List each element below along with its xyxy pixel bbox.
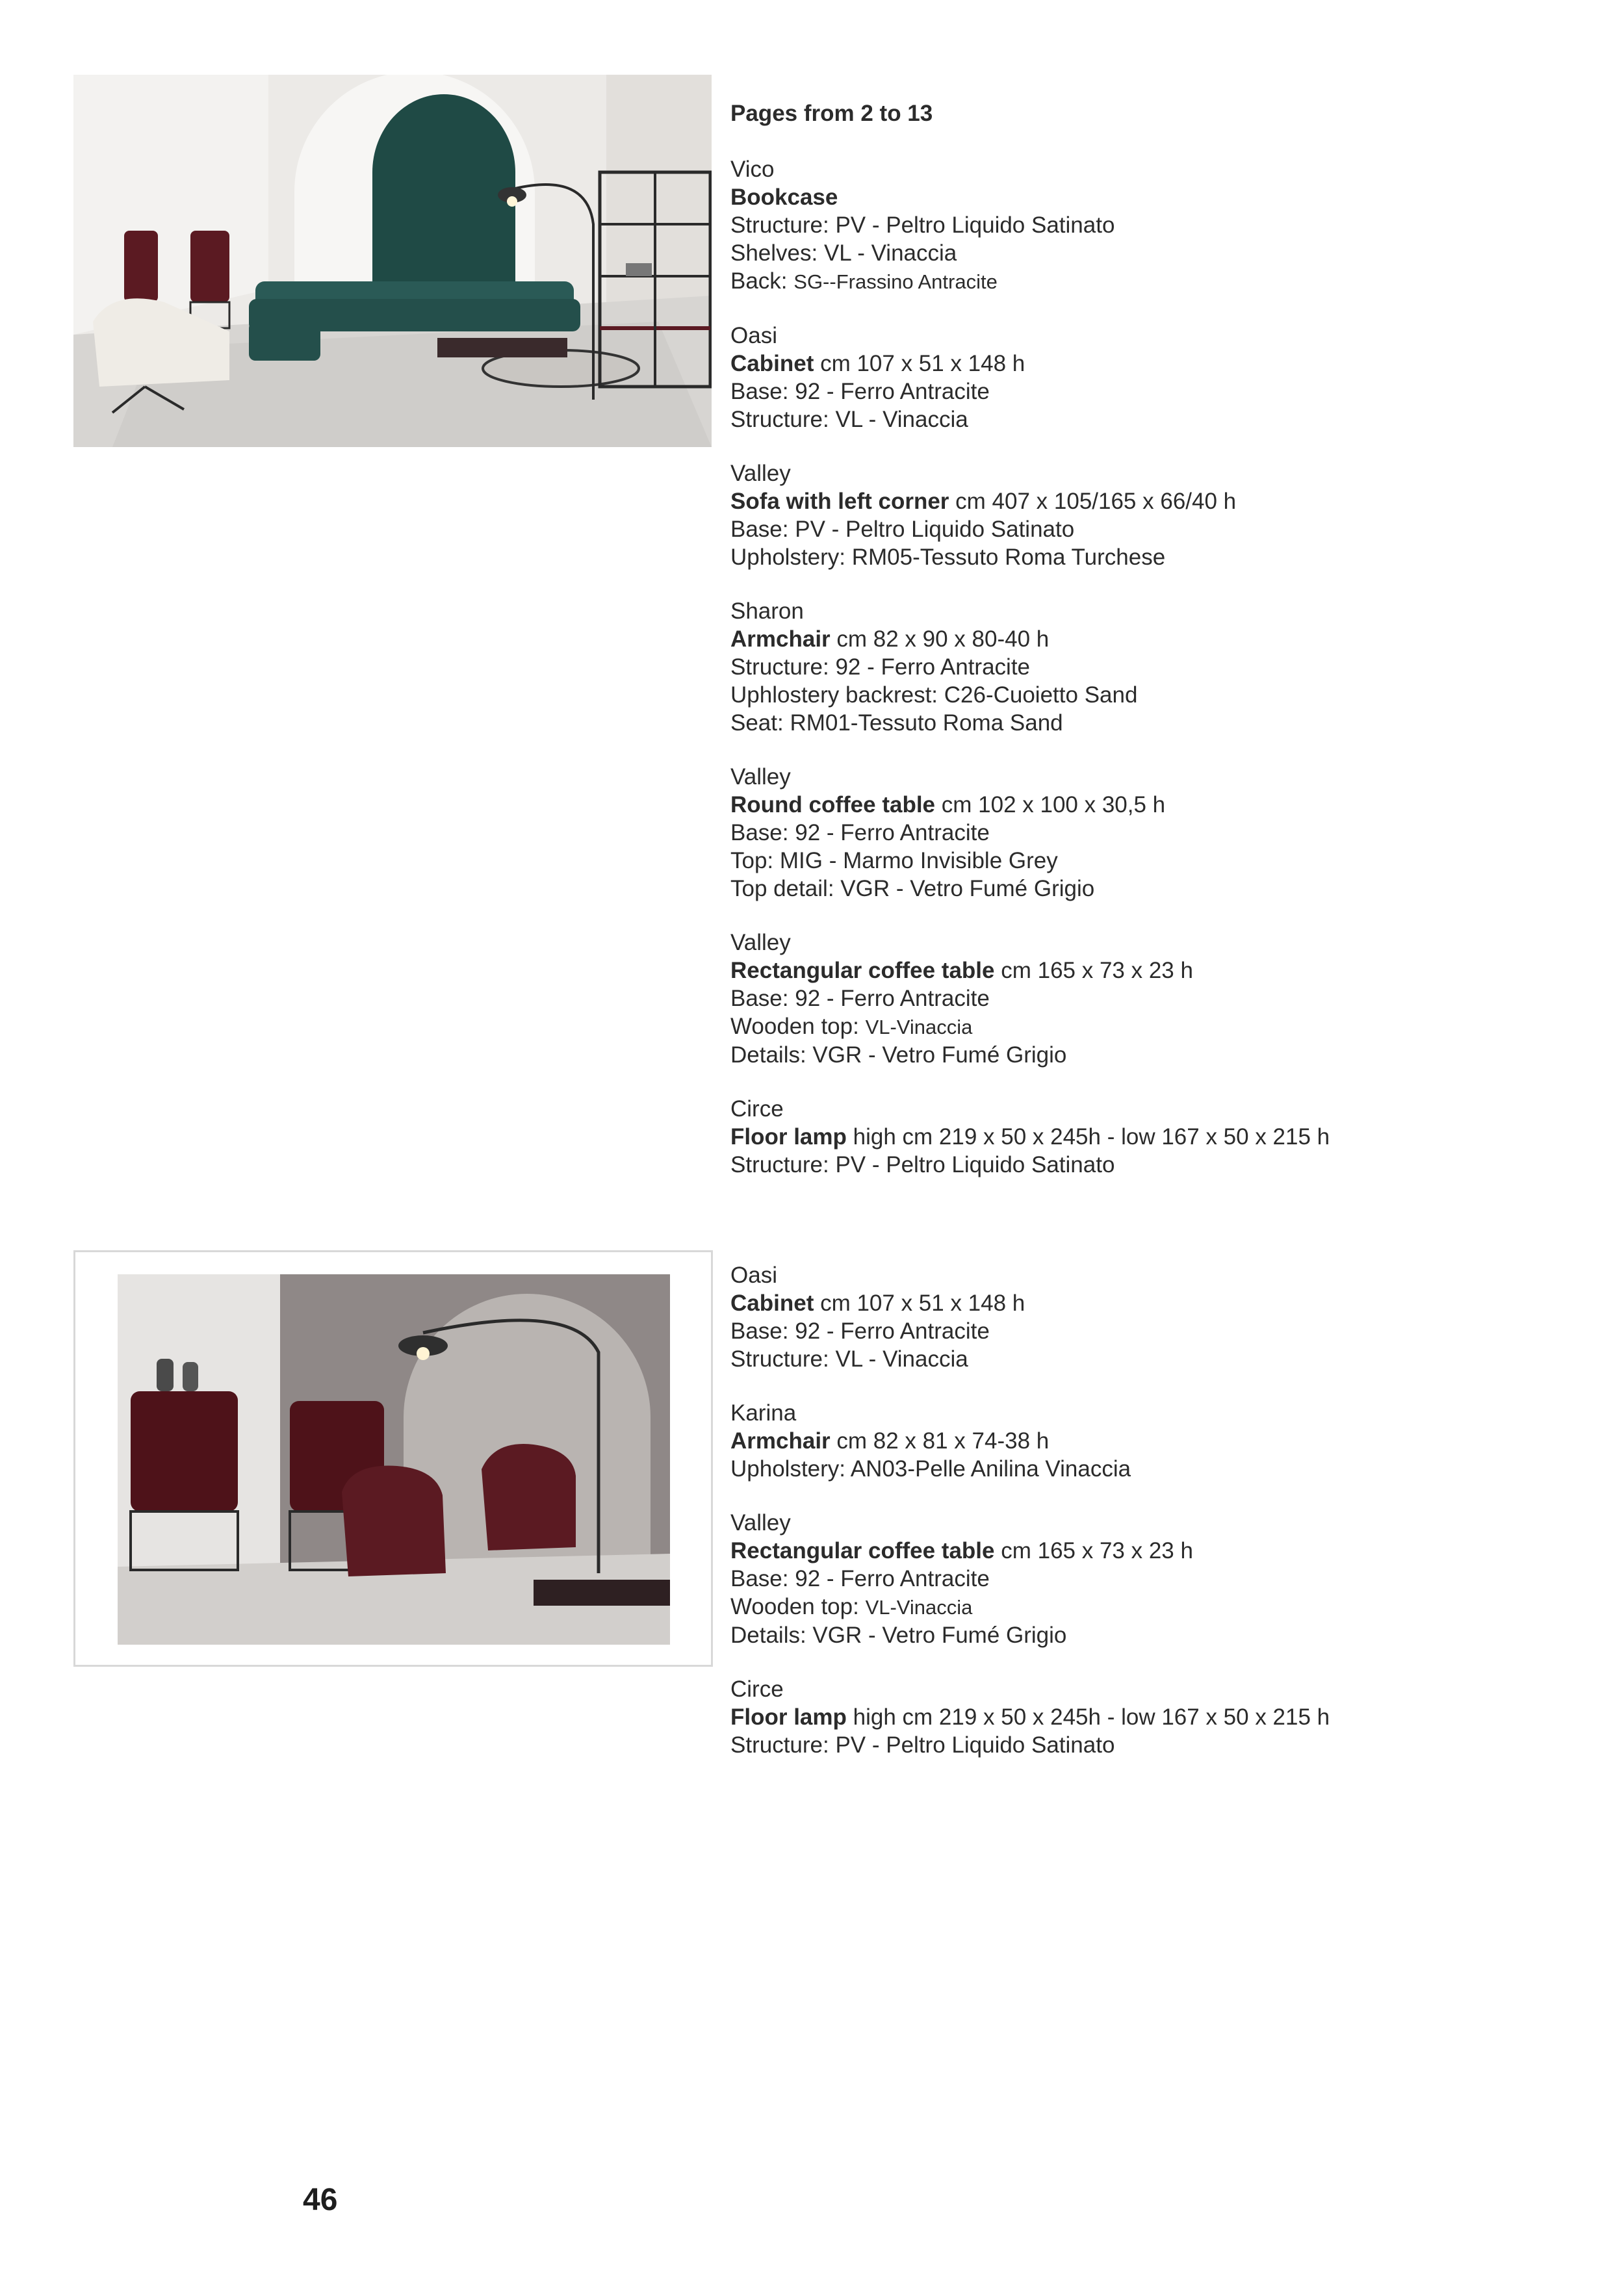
product-name: Rectangular coffee table [730,1538,995,1563]
product-dims: cm 102 x 100 x 30,5 h [935,792,1166,817]
entry-circe-floor-lamp [730,1095,1575,1179]
spec-line: Seat: RM01-Tessuto Roma Sand [730,710,1063,736]
spec-label: Wooden top: [730,1014,866,1039]
brand-name: Circe [730,1096,784,1122]
spec-line: Upholstery: AN03-Pelle Anilina Vinaccia [730,1456,1131,1482]
brand-name: Circe [730,1677,784,1702]
product-name: Armchair [730,626,831,652]
product-line [730,487,1575,515]
cabinet-armchair-illustration [118,1274,670,1645]
product-dims: cm 107 x 51 x 148 h [814,1291,1025,1316]
spec-value: VL-Vinaccia [865,1016,973,1038]
brand-name: Valley [730,461,791,486]
photo-frame [73,1250,713,1667]
spec-line: Structure: VL - Vinaccia [730,1346,968,1372]
spec-line: Structure: 92 - Ferro Antracite [730,654,1031,680]
brand-name: Valley [730,1510,791,1536]
product-dims: high cm 219 x 50 x 245h - low 167 x 50 x 215 h [846,1704,1330,1730]
spec-value: VL-Vinaccia [865,1596,973,1619]
product-name: Cabinet [730,1291,814,1316]
spec-line: Base: 92 - Ferro Antracite [730,820,990,845]
product-dims: cm 165 x 73 x 23 h [994,1538,1193,1563]
brand-name: Karina [730,1400,797,1426]
spec-line: Structure: VL - Vinaccia [730,407,968,432]
spec-line: Shelves: VL - Vinaccia [730,240,957,266]
product-name: Floor lamp [730,1704,847,1730]
product-dims: cm 107 x 51 x 148 h [814,351,1025,376]
product-name: Cabinet [730,351,814,376]
product-name: Bookcase [730,185,838,210]
spec-line: Details: VGR - Vetro Fumé Grigio [730,1623,1067,1648]
page-heading: Pages from 2 to 13 [730,101,933,126]
product-list-1 [730,77,1575,1205]
entry-sharon-armchair [730,597,1575,737]
spec-line: Structure: PV - Peltro Liquido Satinato [730,212,1115,238]
brand-name: Oasi [730,1263,777,1288]
entry-oasi-cabinet [730,322,1575,433]
product-line [730,957,1575,984]
brand-name: Sharon [730,598,804,624]
entry-circe-floor-lamp [730,1675,1575,1759]
spec-line: Base: 92 - Ferro Antracite [730,1566,990,1591]
product-line [730,1537,1575,1565]
product-dims: cm 82 x 90 x 80-40 h [830,626,1050,652]
product-line [730,1703,1575,1731]
product-line [730,1289,1575,1317]
spec-line: Upholstery: RM05-Tessuto Roma Turchese [730,545,1166,570]
entry-valley-rect-table [730,929,1575,1069]
spec-line [730,1012,1575,1041]
spec-line: Base: 92 - Ferro Antracite [730,379,990,404]
entry-vico-bookcase [730,155,1575,296]
page-number: 46 [303,2183,338,2217]
product-dims: cm 165 x 73 x 23 h [994,958,1193,983]
spec-line: Base: 92 - Ferro Antracite [730,986,990,1011]
product-name: Rectangular coffee table [730,958,995,983]
spec-label: Wooden top: [730,1594,866,1619]
entry-karina-armchair [730,1399,1575,1483]
brand-name: Oasi [730,323,777,348]
brand-name: Valley [730,930,791,955]
product-dims: cm 82 x 81 x 74-38 h [830,1428,1050,1454]
product-line [730,791,1575,819]
product-dims: high cm 219 x 50 x 245h - low 167 x 50 x 215 h [846,1124,1330,1150]
spec-line: Top: MIG - Marmo Invisible Grey [730,848,1058,873]
spec-line: Structure: PV - Peltro Liquido Satinato [730,1152,1115,1177]
spec-line: Uphlostery backrest: C26-Cuoietto Sand [730,682,1138,708]
product-name: Sofa with left corner [730,489,949,514]
spec-line: Details: VGR - Vetro Fumé Grigio [730,1042,1067,1068]
product-line [730,1123,1575,1151]
product-dims: cm 407 x 105/165 x 66/40 h [949,489,1237,514]
spec-label: Back: [730,268,794,294]
spec-line [730,267,1575,296]
spec-line: Base: 92 - Ferro Antracite [730,1318,990,1344]
entry-oasi-cabinet [730,1261,1575,1373]
brand-name: Vico [730,157,775,182]
product-name: Floor lamp [730,1124,847,1150]
product-line [730,1427,1575,1455]
product-line [730,350,1575,378]
living-room-illustration [73,75,712,447]
entry-valley-rect-table [730,1509,1575,1649]
product-list-2 [730,1261,1575,1785]
living-room-photo [73,75,712,447]
brand-name: Valley [730,764,791,790]
cabinet-armchair-photo [118,1274,670,1645]
spec-line: Base: PV - Peltro Liquido Satinato [730,517,1075,542]
entry-valley-sofa [730,459,1575,571]
spec-value: SG--Frassino Antracite [793,270,998,293]
product-name: Armchair [730,1428,831,1454]
spec-line: Top detail: VGR - Vetro Fumé Grigio [730,876,1095,901]
product-line [730,625,1575,653]
spec-line [730,1593,1575,1621]
product-name: Round coffee table [730,792,936,817]
entry-valley-round-table [730,763,1575,903]
spec-line: Structure: PV - Peltro Liquido Satinato [730,1732,1115,1758]
